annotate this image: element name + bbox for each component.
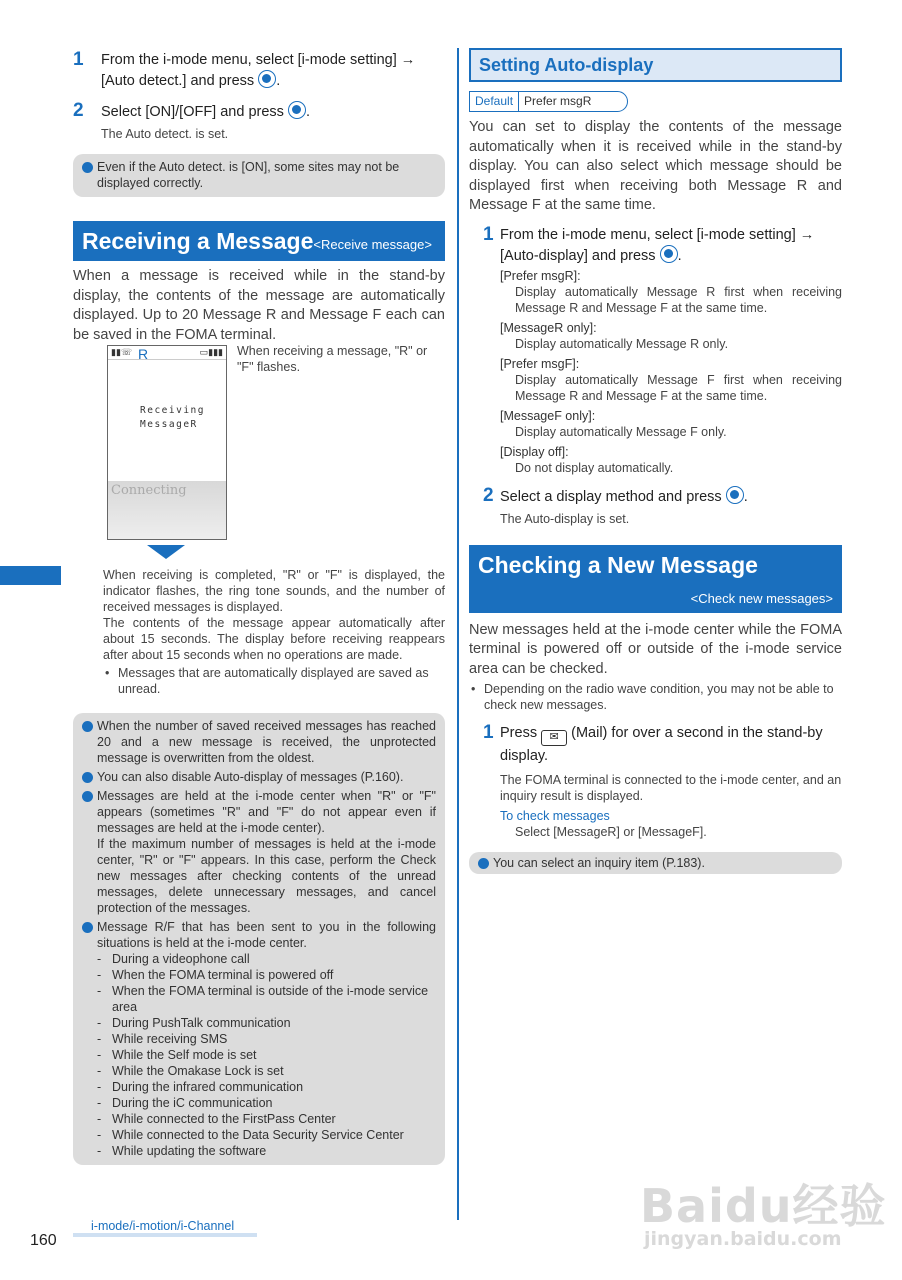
section-title: Setting Auto-display xyxy=(479,55,654,75)
bullet-item: • Depending on the radio wave condition, you may not be able to check new messages. xyxy=(469,681,842,713)
phone-screen-illustration xyxy=(107,345,227,540)
right-column xyxy=(469,48,842,874)
option-label: [MessageR only]: xyxy=(500,320,597,335)
section-header-checking xyxy=(469,545,842,613)
step-text: (Mail) for over a second in the stand-by display. xyxy=(500,725,823,764)
arrow-down-icon xyxy=(147,545,185,559)
option-description: Display automatically Message R only. xyxy=(515,336,729,351)
step-end: . xyxy=(743,488,748,505)
situation-item: - During the iC communication xyxy=(82,1095,436,1111)
step-text: [Auto-display] and press xyxy=(500,247,656,264)
baidu-watermark xyxy=(640,1150,890,1270)
ok-key-icon xyxy=(258,70,276,88)
right-step-2 xyxy=(483,486,842,507)
ok-key-icon xyxy=(660,245,678,263)
situation-item: - During the infrared communication xyxy=(82,1079,436,1095)
mail-key-icon: ✉ xyxy=(541,730,567,746)
step-number: 2 xyxy=(73,100,84,121)
default-setting-badge xyxy=(469,91,628,112)
note-box xyxy=(469,852,842,874)
left-column xyxy=(73,44,445,345)
sub-description: Select [MessageR] or [MessageF]. xyxy=(515,825,707,839)
default-label: Default xyxy=(470,92,519,111)
option-description: Display automatically Message F first when receiving Message R and Message F at the same time. xyxy=(515,372,842,403)
step-text: From the i-mode menu, select [i-mode setting] xyxy=(101,52,397,68)
situation-item: - While updating the software xyxy=(82,1143,436,1159)
section-intro: New messages held at the i-mode center while the FOMA terminal is powered off or outside of the i-mode service area can be checked. xyxy=(469,621,842,677)
phone-caption: When receiving a message, "R" or "F" flashes. xyxy=(237,344,428,374)
bullet-item: • Messages that are automatically displayed are saved as unread. xyxy=(103,665,445,697)
sub-heading: To check messages xyxy=(500,809,610,823)
signal-icon: ▮▮☏ xyxy=(111,347,133,357)
step-note: The Auto detect. is set. xyxy=(101,127,229,141)
step-text: From the i-mode menu, select [i-mode setting] xyxy=(500,226,796,243)
option-label: [Display off]: xyxy=(500,444,569,459)
situation-item: - While the Omakase Lock is set xyxy=(82,1063,436,1079)
note-item: Message R/F that has been sent to you in the following situations is held at the i-mode center. xyxy=(82,919,436,951)
situation-item: - While the Self mode is set xyxy=(82,1047,436,1063)
arrow-icon: → xyxy=(400,52,416,68)
step-number: 1 xyxy=(483,223,494,245)
phone-connecting-area xyxy=(108,481,226,540)
situation-item: - While connected to the Data Security Service Center xyxy=(82,1127,436,1143)
after-receive-text: When receiving is completed, "R" or "F" is displayed, the indicator flashes, the ring tone sounds, and the number of received messages is displayed. xyxy=(103,568,445,614)
note-item: You can select an inquiry item (P.183). xyxy=(478,855,833,871)
step-text: Press xyxy=(500,725,538,741)
step-end: . xyxy=(677,247,682,264)
ok-key-icon xyxy=(288,101,306,119)
option-description: Display automatically Message R first when receiving Message R and Message F at the same time. xyxy=(515,284,842,315)
situation-item: - During PushTalk communication xyxy=(82,1015,436,1031)
section-title: Checking a New Message xyxy=(478,551,758,578)
option-label: [Prefer msgF]: xyxy=(500,356,580,371)
step-text: [Auto detect.] and press xyxy=(101,73,255,89)
note-continuation: If the maximum number of messages is held at the i-mode center, "R" or "F" appears. In this case, perform the Check new messages after checking contents of the unread messages, delete unnecessary messages, and cancel protection of the messages. xyxy=(97,837,436,915)
section-header-auto-display xyxy=(469,48,842,82)
arrow-icon: → xyxy=(799,226,815,243)
chapter-side-tab xyxy=(0,566,61,585)
after-receive-text-2: The contents of the message appear automatically after about 15 seconds. The display before receiving reappears after about 15 seconds when no operations are made. xyxy=(103,616,445,662)
phone-status-bar xyxy=(108,346,226,360)
section-subtitle: <Check new messages> xyxy=(690,590,833,606)
step-number: 1 xyxy=(483,722,494,743)
step-end: . xyxy=(276,73,281,89)
situation-item: - During a videophone call xyxy=(82,951,436,967)
step-number: 1 xyxy=(73,49,84,70)
right-step-3 xyxy=(483,723,842,766)
column-divider xyxy=(457,48,459,1220)
step-number: 2 xyxy=(483,484,494,506)
situation-item: - While connected to the FirstPass Center xyxy=(82,1111,436,1127)
step-note: The FOMA terminal is connected to the i-mode center, and an inquiry result is displayed. xyxy=(500,773,842,803)
situation-item: - When the FOMA terminal is powered off xyxy=(82,967,436,983)
note-box xyxy=(73,154,445,197)
step-text: Select [ON]/[OFF] and press xyxy=(101,104,284,120)
situation-item: - While receiving SMS xyxy=(82,1031,436,1047)
section-title: Receiving a Message xyxy=(82,228,314,254)
option-description: Display automatically Message F only. xyxy=(515,424,727,439)
battery-icon: ▭▮▮▮ xyxy=(199,347,223,357)
step-note: The Auto-display is set. xyxy=(500,511,630,526)
section-intro: When a message is received while in the stand-by display, the contents of the message are automatically displayed. Up to 20 Message R and Message F each can be saved in the FOMA terminal. xyxy=(73,268,445,343)
right-step-1 xyxy=(483,225,842,266)
section-intro: You can set to display the contents of the message automatically when it is received while in the stand-by display. You can also select which message should be displayed first when receiving both Message R and Message F at the same time. xyxy=(469,119,842,213)
option-label: [Prefer msgR]: xyxy=(500,268,581,283)
note-item: When the number of saved received messages has reached 20 and a new message is received, the unprotected message is overwritten from the oldest. xyxy=(82,718,436,766)
note-item: You can also disable Auto-display of messages (P.160). xyxy=(82,769,436,785)
step-end: . xyxy=(305,104,310,120)
note-item: Messages are held at the i-mode center when "R" or "F" appears (sometimes "R" and "F" do not appear even if messages are held at the i-mode center). xyxy=(82,788,436,836)
watermark-url: jingyan.baidu.com xyxy=(644,1228,842,1250)
step-text: Select a display method and press xyxy=(500,488,722,505)
page-number: 160 xyxy=(30,1232,57,1249)
chapter-title: i-mode/i-motion/i-Channel xyxy=(73,1219,257,1237)
ok-key-icon xyxy=(726,486,744,504)
situation-item: - When the FOMA terminal is outside of the i-mode service area xyxy=(82,983,436,1015)
phone-line-2: MessageR xyxy=(140,419,198,430)
notes-box xyxy=(73,713,445,1165)
note-item: Even if the Auto detect. is [ON], some sites may not be displayed correctly. xyxy=(82,159,436,191)
watermark-logo: Baidu经验 xyxy=(640,1179,887,1233)
section-header-receiving xyxy=(73,221,445,261)
left-step-2 xyxy=(73,101,445,122)
phone-message xyxy=(140,404,205,432)
left-step-1 xyxy=(73,50,445,91)
option-description: Do not display automatically. xyxy=(515,460,674,475)
phone-line-1: Receiving xyxy=(140,405,205,416)
after-receive-block xyxy=(103,567,445,697)
message-r-flash-icon: R xyxy=(138,346,149,362)
section-subtitle: <Receive message> xyxy=(313,237,432,252)
connecting-label: Connecting xyxy=(111,483,187,498)
option-label: [MessageF only]: xyxy=(500,408,596,423)
default-value: Prefer msgR xyxy=(524,94,592,108)
